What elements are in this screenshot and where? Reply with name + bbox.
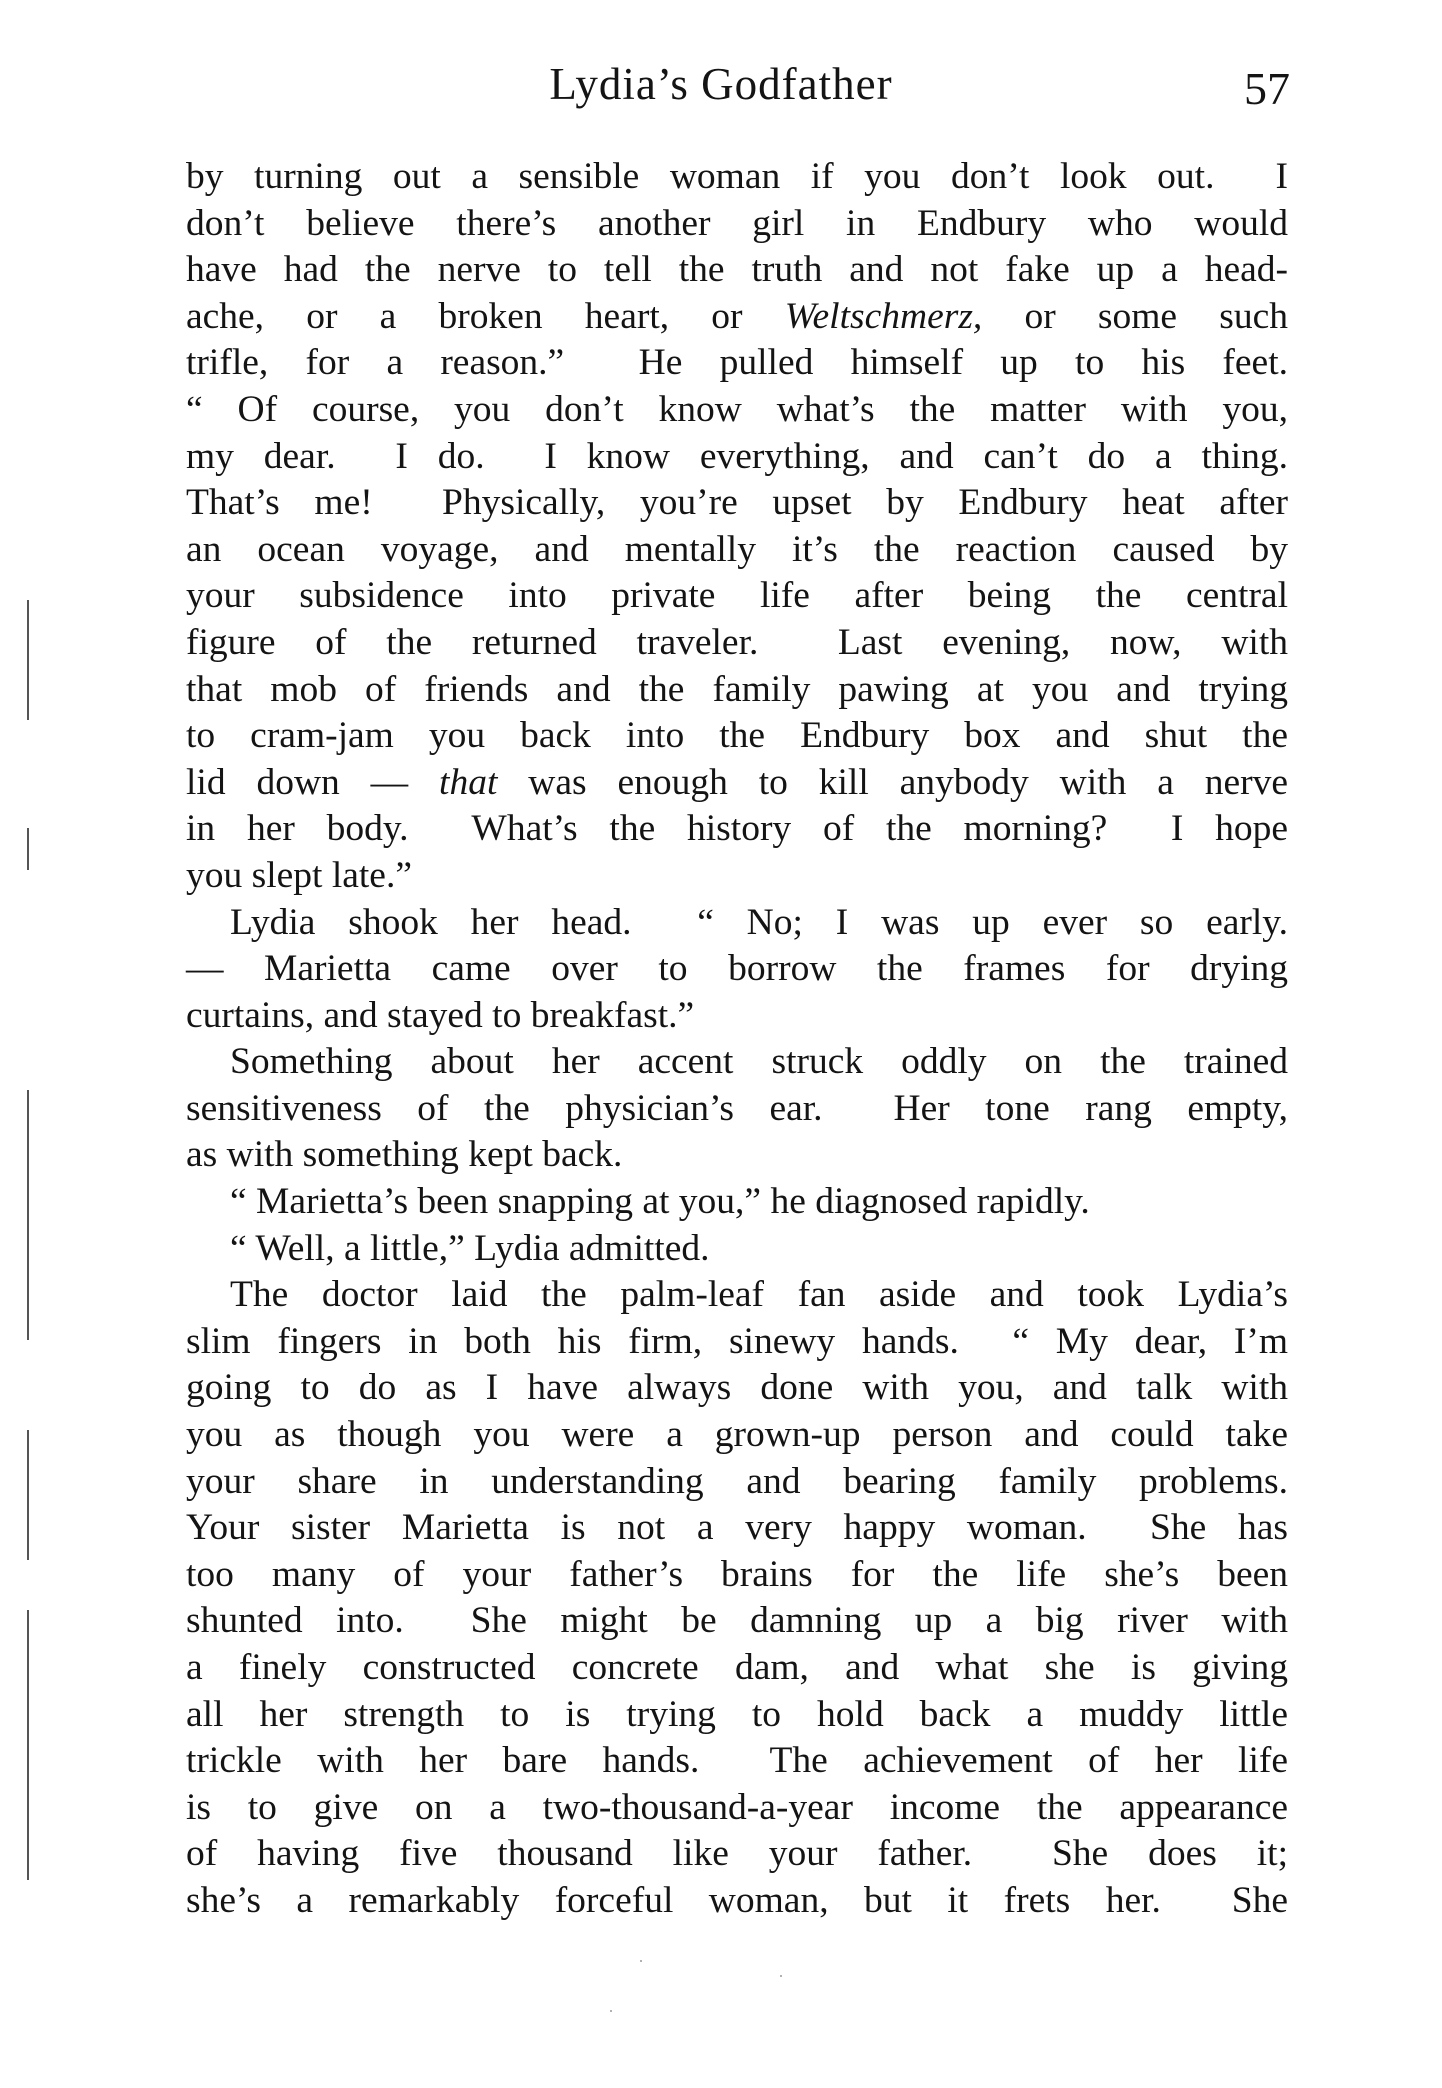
body-text xyxy=(186,154,1288,1925)
italic-text: that xyxy=(439,761,498,803)
text-line xyxy=(186,853,1288,900)
text-segment: my dear. I do. I know everything, and can’t do a thing. xyxy=(186,435,1288,477)
text-line xyxy=(186,1132,1288,1179)
text-line xyxy=(186,713,1288,760)
text-segment: too many of your father’s brains for the life she’s been xyxy=(186,1553,1288,1595)
text-line xyxy=(186,201,1288,248)
text-segment: she’s a remarkably forceful woman, but it frets her. She xyxy=(186,1879,1288,1921)
text-segment: That’s me! Physically, you’re upset by Endbury heat after xyxy=(186,482,1288,524)
text-line xyxy=(186,1552,1288,1599)
text-line xyxy=(186,760,1288,807)
text-line xyxy=(186,387,1288,434)
text-line xyxy=(186,1785,1288,1832)
scan-mark xyxy=(27,828,29,870)
text-segment: “ Of course, you don’t know what’s the matter with you, xyxy=(186,388,1288,430)
text-line xyxy=(186,340,1288,387)
scan-mark xyxy=(27,1610,29,1880)
text-line xyxy=(186,1039,1288,1086)
text-segment: lid down — xyxy=(186,761,440,803)
text-line xyxy=(186,573,1288,620)
text-line xyxy=(186,1272,1288,1319)
scan-mark xyxy=(27,600,29,720)
text-segment: curtains, and stayed to breakfast.” xyxy=(186,994,695,1036)
text-line xyxy=(186,294,1288,341)
text-line xyxy=(186,1645,1288,1692)
text-segment: The doctor laid the palm-leaf fan aside and took Lydia’s xyxy=(230,1274,1288,1316)
text-segment: “ Well, a little,” Lydia admitted. xyxy=(230,1227,710,1269)
text-line xyxy=(186,1412,1288,1459)
text-line xyxy=(186,993,1288,1040)
text-segment: ache, or a broken heart, or xyxy=(186,295,785,337)
text-line xyxy=(186,480,1288,527)
text-line xyxy=(186,667,1288,714)
text-segment: going to do as I have always done with you, and talk with xyxy=(186,1367,1288,1409)
text-segment: in her body. What’s the history of the morning? I hope xyxy=(186,808,1288,850)
text-segment: all her strength to is trying to hold back a muddy little xyxy=(186,1693,1288,1735)
text-segment: slim fingers in both his firm, sinewy hands. “ My dear, I’m xyxy=(186,1320,1288,1362)
text-segment: that mob of friends and the family pawing at you and trying xyxy=(186,668,1288,710)
text-segment: an ocean voyage, and mentally it’s the reaction caused by xyxy=(186,528,1288,570)
text-line xyxy=(186,946,1288,993)
text-segment: as with something kept back. xyxy=(186,1134,623,1176)
text-line xyxy=(186,1086,1288,1133)
text-segment: is to give on a two-thousand-a-year income the appearance xyxy=(186,1786,1288,1828)
text-segment: to cram-jam you back into the Endbury box and shut the xyxy=(186,715,1288,757)
italic-text: Weltschmerz, xyxy=(784,295,983,337)
text-segment: you as though you were a grown-up person and could take xyxy=(186,1414,1288,1456)
text-segment: Something about her accent struck oddly on the trained xyxy=(230,1041,1288,1083)
text-line xyxy=(186,1878,1288,1925)
text-line xyxy=(186,1179,1288,1226)
page-number: 57 xyxy=(1244,63,1290,114)
text-line xyxy=(186,1365,1288,1412)
text-segment: shunted into. She might be damning up a big river with xyxy=(186,1600,1288,1642)
text-segment: — Marietta came over to borrow the frames for drying xyxy=(186,948,1288,990)
text-segment: by turning out a sensible woman if you don’t look out. I xyxy=(186,156,1288,197)
text-line xyxy=(186,247,1288,294)
text-line xyxy=(186,1505,1288,1552)
scan-mark xyxy=(27,1090,29,1340)
scan-speck xyxy=(610,2010,612,2012)
text-line xyxy=(186,806,1288,853)
text-line xyxy=(186,527,1288,574)
scan-speck xyxy=(640,1960,642,1962)
text-segment: your share in understanding and bearing family problems. xyxy=(186,1460,1288,1502)
text-line xyxy=(186,434,1288,481)
text-line xyxy=(186,1459,1288,1506)
text-segment: figure of the returned traveler. Last evening, now, with xyxy=(186,621,1288,663)
text-segment: don’t believe there’s another girl in Endbury who would xyxy=(186,202,1288,244)
text-segment: you slept late.” xyxy=(186,854,412,896)
text-segment: or some such xyxy=(982,295,1288,337)
text-segment: have had the nerve to tell the truth and not fake up a head- xyxy=(186,249,1288,291)
text-line xyxy=(186,1319,1288,1366)
running-head-title: Lydia’s Godfather xyxy=(549,59,893,109)
scan-speck xyxy=(780,1975,782,1977)
text-segment: “ Marietta’s been snapping at you,” he diagnosed rapidly. xyxy=(230,1181,1090,1223)
text-line xyxy=(186,1738,1288,1785)
text-segment: Lydia shook her head. “ No; I was up ever so early. xyxy=(230,901,1288,943)
text-segment: trifle, for a reason.” He pulled himself up to his feet. xyxy=(186,342,1288,384)
text-line xyxy=(186,1692,1288,1739)
text-line xyxy=(186,900,1288,947)
text-segment: trickle with her bare hands. The achievement of her life xyxy=(186,1740,1288,1782)
text-segment: of having five thousand like your father. She does it; xyxy=(186,1833,1288,1875)
text-line xyxy=(186,620,1288,667)
text-line xyxy=(186,154,1288,201)
text-segment: Your sister Marietta is not a very happy woman. She has xyxy=(186,1507,1288,1549)
text-segment: was enough to kill anybody with a nerve xyxy=(497,761,1289,803)
text-line xyxy=(186,1226,1288,1273)
text-segment: your subsidence into private life after being the central xyxy=(186,575,1288,617)
text-line xyxy=(186,1831,1288,1878)
text-line xyxy=(186,1598,1288,1645)
scan-mark xyxy=(27,1430,29,1560)
text-segment: a finely constructed concrete dam, and what she is giving xyxy=(186,1647,1288,1688)
text-segment: sensitiveness of the physician’s ear. Her tone rang empty, xyxy=(186,1087,1288,1129)
